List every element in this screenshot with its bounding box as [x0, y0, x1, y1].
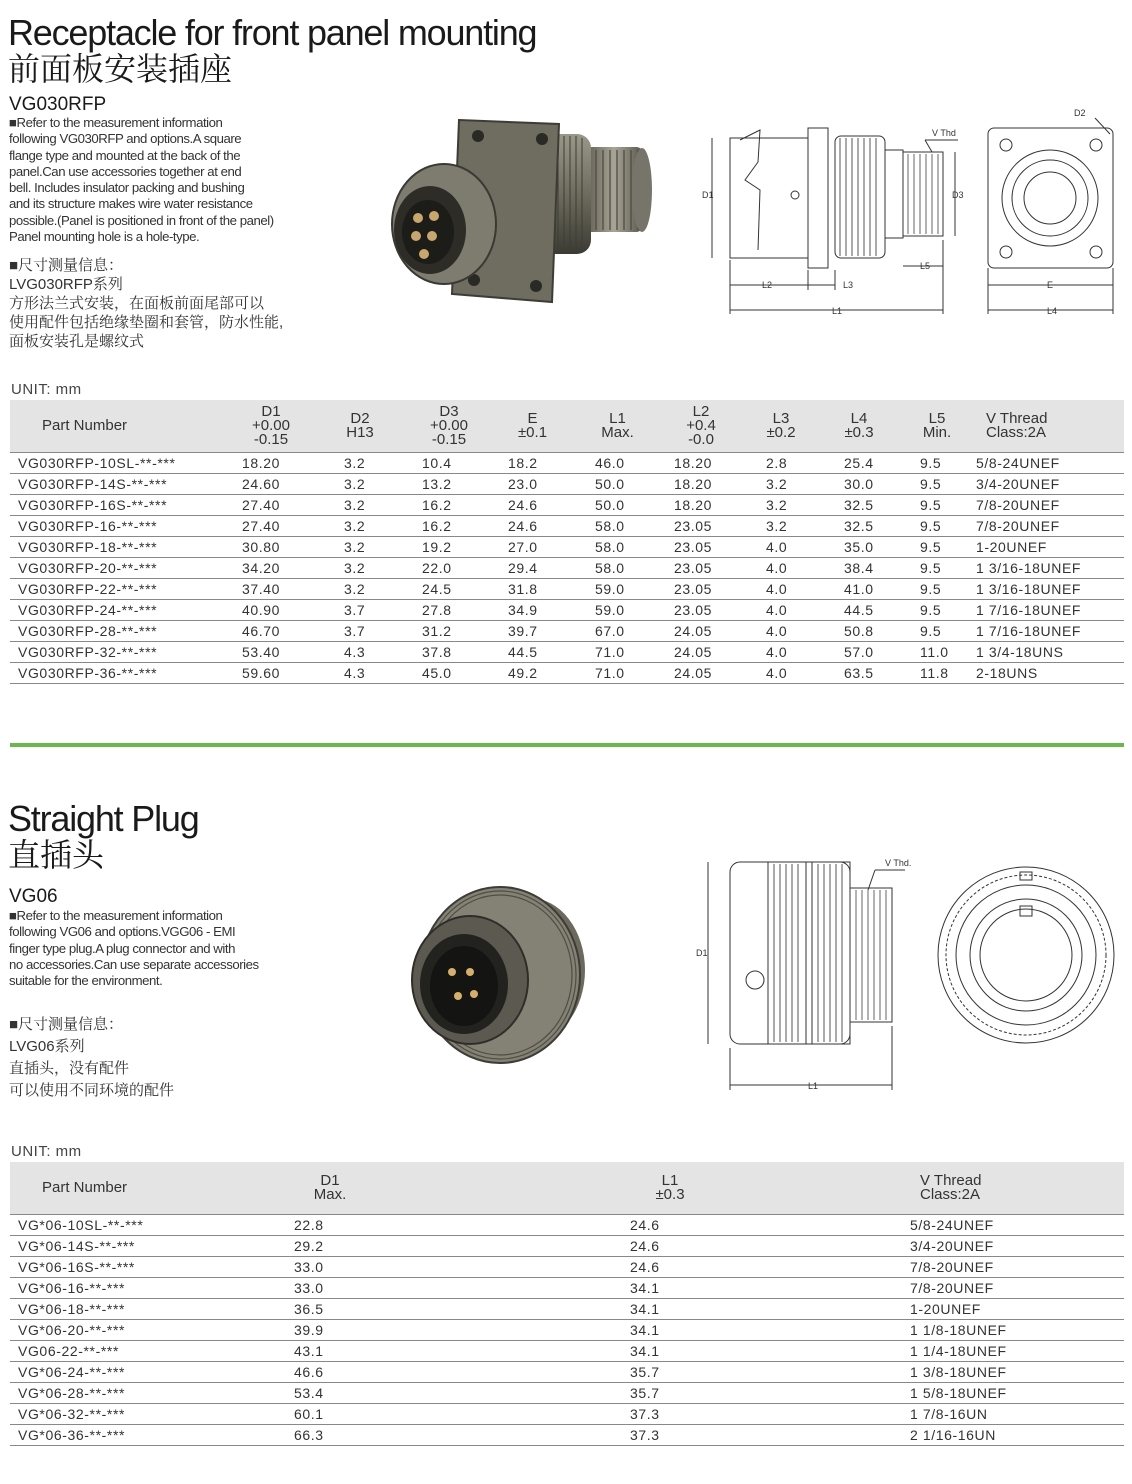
desc-line: 方形法兰式安装，在面板前面尾部可以	[9, 295, 265, 312]
column-header-line: Part Number	[42, 416, 128, 434]
table-cell: 71.0	[575, 662, 660, 683]
table-cell: 9.5	[898, 536, 976, 557]
table-cell: 53.4	[230, 1382, 430, 1403]
table-cell: 37.40	[230, 578, 312, 599]
table-cell: 50.0	[575, 494, 660, 515]
table-cell: 7/8-20UNEF	[976, 494, 1124, 515]
table-cell: 44.5	[820, 599, 898, 620]
section1-title-en: Receptacle for front panel mounting	[8, 12, 537, 53]
desc-line: panel.Can use accessories together at end	[9, 163, 242, 179]
table-row	[10, 557, 1124, 578]
table-cell: 3.2	[312, 473, 408, 494]
dim-label-l5: L5	[920, 261, 931, 271]
part-number-cell: VG*06-28-**-***	[10, 1382, 230, 1403]
table-cell: 16.2	[408, 494, 490, 515]
table-cell: 29.2	[230, 1235, 430, 1256]
column-header	[820, 400, 898, 452]
table-cell: 59.60	[230, 662, 312, 683]
section1-description-cn	[9, 256, 339, 351]
table-cell: 23.05	[660, 536, 742, 557]
section-divider	[10, 743, 1124, 747]
table-cell: 9.5	[898, 620, 976, 641]
table-cell: 22.0	[408, 557, 490, 578]
table-cell: 50.0	[575, 473, 660, 494]
table-cell: 4.3	[312, 641, 408, 662]
column-header-line: -0.0	[688, 430, 714, 448]
part-number-cell: VG06-22-**-***	[10, 1340, 230, 1361]
part-number-cell: VG*06-16S-**-***	[10, 1256, 230, 1277]
table-cell: 2 1/16-16UN	[910, 1424, 1124, 1445]
table-cell: 3.7	[312, 620, 408, 641]
table-row	[10, 1277, 1124, 1298]
table-cell: 59.0	[575, 599, 660, 620]
part-number-cell: VG*06-18-**-***	[10, 1298, 230, 1319]
desc-line: flange type and mounted at the back of the	[9, 147, 241, 163]
part-number-cell: VG030RFP-14S-**-***	[10, 473, 230, 494]
table-cell: 7/8-20UNEF	[910, 1277, 1124, 1298]
table-cell: 4.0	[742, 557, 820, 578]
table-cell: 37.3	[430, 1424, 910, 1445]
table-cell: 37.3	[430, 1403, 910, 1424]
table-cell: 24.05	[660, 620, 742, 641]
section2-model: VG06	[9, 886, 58, 907]
column-header	[10, 400, 230, 452]
section1-title-cn: 前面板安装插座	[8, 51, 233, 87]
column-header-line: -0.15	[431, 430, 467, 448]
table-cell: 35.7	[430, 1361, 910, 1382]
table-cell: 35.7	[430, 1382, 910, 1403]
table-cell: 34.1	[430, 1319, 910, 1340]
table-header-row	[10, 400, 1124, 452]
table-row	[10, 641, 1124, 662]
table-cell: 18.20	[660, 494, 742, 515]
table-cell: 66.3	[230, 1424, 430, 1445]
column-header-line: Min.	[922, 423, 952, 441]
table-cell: 1 3/4-18UNS	[976, 641, 1124, 662]
table-cell: 49.2	[490, 662, 575, 683]
part-number-cell: VG*06-20-**-***	[10, 1319, 230, 1340]
dim-label-d1: D1	[702, 190, 714, 200]
table-cell: 3.2	[742, 515, 820, 536]
table-cell: 31.8	[490, 578, 575, 599]
table-cell: 50.8	[820, 620, 898, 641]
desc-line: bell. Includes insulator packing and bushing	[9, 180, 245, 196]
table-cell: 37.8	[408, 641, 490, 662]
table-cell: 24.6	[490, 494, 575, 515]
table-cell: 23.05	[660, 515, 742, 536]
table-cell: 22.8	[230, 1214, 430, 1235]
desc-line: 面板安装孔是螺纹式	[9, 333, 145, 350]
column-header	[490, 400, 575, 452]
column-header-line: +0.00	[252, 416, 290, 434]
table-cell: 9.5	[898, 515, 976, 536]
table-cell: 34.9	[490, 599, 575, 620]
table-cell: 1 1/8-18UNEF	[910, 1319, 1124, 1340]
table-cell: 59.0	[575, 578, 660, 599]
dim-label-l2: L2	[762, 280, 773, 290]
table-cell: 4.0	[742, 599, 820, 620]
table-cell: 16.2	[408, 515, 490, 536]
table-cell: 46.70	[230, 620, 312, 641]
column-header-line: D1	[261, 402, 281, 420]
table-cell: 27.0	[490, 536, 575, 557]
table-cell: 5/8-24UNEF	[976, 452, 1124, 473]
column-header-line: L2	[692, 402, 710, 420]
table-cell: 18.20	[660, 452, 742, 473]
table-cell: 9.5	[898, 473, 976, 494]
column-header	[742, 400, 820, 452]
column-header-line: H13	[346, 423, 374, 441]
table-cell: 32.5	[820, 494, 898, 515]
column-header	[312, 400, 408, 452]
desc-line: no accessories.Can use separate accessories	[9, 956, 259, 972]
table-row	[10, 1235, 1124, 1256]
table-cell: 7/8-20UNEF	[976, 515, 1124, 536]
column-header-line: L5	[928, 409, 946, 427]
section1-unit: UNIT: mm	[11, 381, 82, 398]
column-header-line: L4	[850, 409, 868, 427]
table-cell: 1-20UNEF	[976, 536, 1124, 557]
dim-label-d1: D1	[696, 948, 708, 958]
table-cell: 3.2	[312, 494, 408, 515]
table-cell: 3.2	[312, 557, 408, 578]
column-header	[976, 400, 1124, 452]
table-cell: 27.40	[230, 494, 312, 515]
column-header-line: L3	[772, 409, 790, 427]
table-cell: 3.2	[742, 473, 820, 494]
table-cell: 3.2	[312, 452, 408, 473]
table-cell: 60.1	[230, 1403, 430, 1424]
table-cell: 19.2	[408, 536, 490, 557]
column-header-line: ±0.3	[844, 423, 874, 441]
desc-line: possible.(Panel is positioned in front of the panel)	[9, 212, 274, 228]
section2-description-cn	[9, 1014, 339, 1102]
part-number-cell: VG*06-14S-**-***	[10, 1235, 230, 1256]
column-header-line: L1	[661, 1171, 679, 1189]
table-cell: 58.0	[575, 557, 660, 578]
table-cell: 3/4-20UNEF	[910, 1235, 1124, 1256]
table-cell: 18.20	[230, 452, 312, 473]
part-number-cell: VG030RFP-16-**-***	[10, 515, 230, 536]
table-row	[10, 536, 1124, 557]
straight-plug-product-photo	[400, 880, 600, 1070]
table-cell: 24.6	[430, 1256, 910, 1277]
table-cell: 13.2	[408, 473, 490, 494]
table-row	[10, 1382, 1124, 1403]
desc-line: 直插头，没有配件	[9, 1060, 130, 1077]
desc-line: ■Refer to the measurement information	[9, 908, 223, 923]
table-cell: 67.0	[575, 620, 660, 641]
part-number-cell: VG*06-16-**-***	[10, 1277, 230, 1298]
table-cell: 24.60	[230, 473, 312, 494]
table-cell: 33.0	[230, 1277, 430, 1298]
desc-line: 使用配件包括绝缘垫圈和套管，防水性能,	[9, 314, 284, 331]
table-cell: 18.20	[660, 473, 742, 494]
part-number-cell: VG030RFP-16S-**-***	[10, 494, 230, 515]
table-cell: 24.6	[430, 1235, 910, 1256]
column-header-line: Class:2A	[986, 423, 1047, 441]
table-cell: 3.2	[312, 578, 408, 599]
column-header-line: ±0.2	[766, 423, 796, 441]
column-header	[898, 400, 976, 452]
table-cell: 35.0	[820, 536, 898, 557]
dim-label-l3: L3	[843, 280, 854, 290]
table-row	[10, 599, 1124, 620]
table-cell: 1 7/16-18UNEF	[976, 599, 1124, 620]
receptacle-technical-drawing	[700, 100, 1125, 320]
table-cell: 53.40	[230, 641, 312, 662]
table-cell: 9.5	[898, 599, 976, 620]
table-cell: 24.6	[430, 1214, 910, 1235]
column-header	[660, 400, 742, 452]
column-header	[10, 1162, 230, 1214]
table-cell: 34.1	[430, 1340, 910, 1361]
table-cell: 46.6	[230, 1361, 430, 1382]
table-cell: 29.4	[490, 557, 575, 578]
dim-label-l1: L1	[808, 1081, 819, 1091]
dim-label-vthd: V Thd	[932, 128, 956, 138]
column-header	[575, 400, 660, 452]
table-cell: 23.0	[490, 473, 575, 494]
table-cell: 4.0	[742, 578, 820, 599]
column-header-line: Class:2A	[920, 1185, 981, 1203]
dim-label-vthd: V Thd.	[885, 858, 912, 868]
table-cell: 34.1	[430, 1298, 910, 1319]
table-cell: 1 3/16-18UNEF	[976, 557, 1124, 578]
part-number-cell: VG030RFP-10SL-**-***	[10, 452, 230, 473]
column-header-line: E	[527, 409, 538, 427]
table-cell: 71.0	[575, 641, 660, 662]
part-number-cell: VG*06-24-**-***	[10, 1361, 230, 1382]
part-number-cell: VG*06-32-**-***	[10, 1403, 230, 1424]
part-number-cell: VG*06-10SL-**-***	[10, 1214, 230, 1235]
table-cell: 24.5	[408, 578, 490, 599]
part-number-cell: VG030RFP-32-**-***	[10, 641, 230, 662]
table-cell: 58.0	[575, 515, 660, 536]
section2-unit: UNIT: mm	[11, 1143, 82, 1160]
table-row	[10, 1361, 1124, 1382]
column-header	[910, 1162, 1124, 1214]
table-row	[10, 1340, 1124, 1361]
table-row	[10, 1424, 1124, 1445]
straight-plug-technical-drawing	[690, 850, 1120, 1100]
column-header-line: D3	[439, 402, 459, 420]
table-row	[10, 1319, 1124, 1340]
part-number-cell: VG030RFP-24-**-***	[10, 599, 230, 620]
table-cell: 4.0	[742, 536, 820, 557]
table-row	[10, 1214, 1124, 1235]
table-cell: 9.5	[898, 494, 976, 515]
table-cell: 11.8	[898, 662, 976, 683]
column-header-line: D2	[350, 409, 370, 427]
table-cell: 7/8-20UNEF	[910, 1256, 1124, 1277]
table-cell: 9.5	[898, 452, 976, 473]
section1-model: VG030RFP	[9, 94, 107, 115]
table-cell: 1 5/8-18UNEF	[910, 1382, 1124, 1403]
table-cell: 4.3	[312, 662, 408, 683]
table-cell: 1-20UNEF	[910, 1298, 1124, 1319]
table-cell: 4.0	[742, 620, 820, 641]
section2-description-en	[9, 908, 339, 989]
dim-label-d2: D2	[1074, 108, 1086, 118]
desc-line: finger type plug.A plug connector and with	[9, 940, 235, 956]
section1-description-en	[9, 115, 339, 245]
table-cell: 58.0	[575, 536, 660, 557]
section2-title-en: Straight Plug	[8, 798, 199, 839]
part-number-cell: VG*06-36-**-***	[10, 1424, 230, 1445]
table-row	[10, 452, 1124, 473]
table-cell: 33.0	[230, 1256, 430, 1277]
receptacle-spec-table	[10, 400, 1124, 684]
table-header-row	[10, 1162, 1124, 1214]
table-cell: 46.0	[575, 452, 660, 473]
table-cell: 9.5	[898, 578, 976, 599]
table-row	[10, 620, 1124, 641]
desc-line: following VG030RFP and options.A square	[9, 131, 242, 147]
part-number-cell: VG030RFP-22-**-***	[10, 578, 230, 599]
table-row	[10, 578, 1124, 599]
table-cell: 2.8	[742, 452, 820, 473]
table-cell: 24.05	[660, 641, 742, 662]
column-header-line: V Thread	[986, 409, 1048, 427]
column-header	[230, 1162, 430, 1214]
desc-line: 可以使用不同环境的配件	[9, 1082, 175, 1099]
column-header-line: D1	[320, 1171, 340, 1189]
column-header	[430, 1162, 910, 1214]
part-number-cell: VG030RFP-28-**-***	[10, 620, 230, 641]
column-header	[230, 400, 312, 452]
table-cell: 1 7/8-16UN	[910, 1403, 1124, 1424]
column-header-line: ±0.1	[517, 423, 548, 441]
table-cell: 5/8-24UNEF	[910, 1214, 1124, 1235]
table-cell: 1 1/4-18UNEF	[910, 1340, 1124, 1361]
table-cell: 32.5	[820, 515, 898, 536]
column-header-line: -0.15	[253, 430, 289, 448]
dim-label-d3: D3	[952, 190, 964, 200]
table-row	[10, 1298, 1124, 1319]
table-cell: 4.0	[742, 641, 820, 662]
table-cell: 30.0	[820, 473, 898, 494]
table-cell: 41.0	[820, 578, 898, 599]
dim-label-e: E	[1047, 280, 1054, 290]
receptacle-product-photo	[384, 112, 674, 312]
table-cell: 1 3/16-18UNEF	[976, 578, 1124, 599]
desc-line: following VG06 and options.VGG06 - EMI	[9, 924, 236, 940]
table-cell: 3.2	[312, 515, 408, 536]
table-cell: 45.0	[408, 662, 490, 683]
desc-line: suitable for the environment.	[9, 973, 163, 989]
column-header-line: L1	[609, 409, 626, 427]
table-cell: 34.1	[430, 1277, 910, 1298]
table-cell: 3.2	[312, 536, 408, 557]
section2-title-cn: 直插头	[8, 837, 105, 873]
table-cell: 25.4	[820, 452, 898, 473]
table-cell: 57.0	[820, 641, 898, 662]
part-number-cell: VG030RFP-20-**-***	[10, 557, 230, 578]
table-cell: 38.4	[820, 557, 898, 578]
table-cell: 11.0	[898, 641, 976, 662]
table-cell: 18.2	[490, 452, 575, 473]
part-number-cell: VG030RFP-36-**-***	[10, 662, 230, 683]
table-cell: 4.0	[742, 662, 820, 683]
table-cell: 27.8	[408, 599, 490, 620]
table-row	[10, 662, 1124, 683]
desc-line: ■尺寸测量信息：	[9, 1016, 124, 1033]
desc-line: Panel mounting hole is a hole-type.	[9, 229, 200, 245]
table-cell: 39.7	[490, 620, 575, 641]
table-cell: 24.6	[490, 515, 575, 536]
table-cell: 23.05	[660, 557, 742, 578]
column-header-line: V Thread	[920, 1171, 982, 1189]
table-cell: 31.2	[408, 620, 490, 641]
desc-line: LVG06系列	[9, 1038, 85, 1055]
table-cell: 23.05	[660, 599, 742, 620]
table-cell: 39.9	[230, 1319, 430, 1340]
table-cell: 23.05	[660, 578, 742, 599]
column-header-line: ±0.3	[655, 1185, 685, 1203]
dim-label-l1: L1	[832, 306, 843, 316]
table-cell: 9.5	[898, 557, 976, 578]
plug-spec-table	[10, 1162, 1124, 1446]
table-cell: 3.2	[742, 494, 820, 515]
table-row	[10, 1403, 1124, 1424]
table-cell: 24.05	[660, 662, 742, 683]
table-cell: 30.80	[230, 536, 312, 557]
table-row	[10, 494, 1124, 515]
part-number-cell: VG030RFP-18-**-***	[10, 536, 230, 557]
table-cell: 1 3/8-18UNEF	[910, 1361, 1124, 1382]
table-cell: 43.1	[230, 1340, 430, 1361]
table-row	[10, 515, 1124, 536]
table-cell: 27.40	[230, 515, 312, 536]
table-cell: 3.7	[312, 599, 408, 620]
table-cell: 44.5	[490, 641, 575, 662]
table-cell: 10.4	[408, 452, 490, 473]
desc-line: ■Refer to the measurement information	[9, 115, 223, 130]
table-row	[10, 1256, 1124, 1277]
desc-line: and its structure makes wire water resistance	[9, 196, 253, 212]
desc-line: ■尺寸测量信息：	[9, 257, 124, 274]
table-row	[10, 473, 1124, 494]
table-cell: 34.20	[230, 557, 312, 578]
column-header-line: +0.4	[686, 416, 716, 434]
column-header-line: Part Number	[42, 1178, 128, 1196]
dim-label-l4: L4	[1047, 306, 1058, 316]
table-cell: 36.5	[230, 1298, 430, 1319]
column-header-line: Max.	[313, 1185, 347, 1203]
table-cell: 3/4-20UNEF	[976, 473, 1124, 494]
column-header-line: Max.	[601, 423, 634, 441]
table-cell: 40.90	[230, 599, 312, 620]
table-cell: 1 7/16-18UNEF	[976, 620, 1124, 641]
column-header	[408, 400, 490, 452]
desc-line: LVG030RFP系列	[9, 276, 123, 293]
column-header-line: +0.00	[430, 416, 468, 434]
table-cell: 63.5	[820, 662, 898, 683]
table-cell: 2-18UNS	[976, 662, 1124, 683]
